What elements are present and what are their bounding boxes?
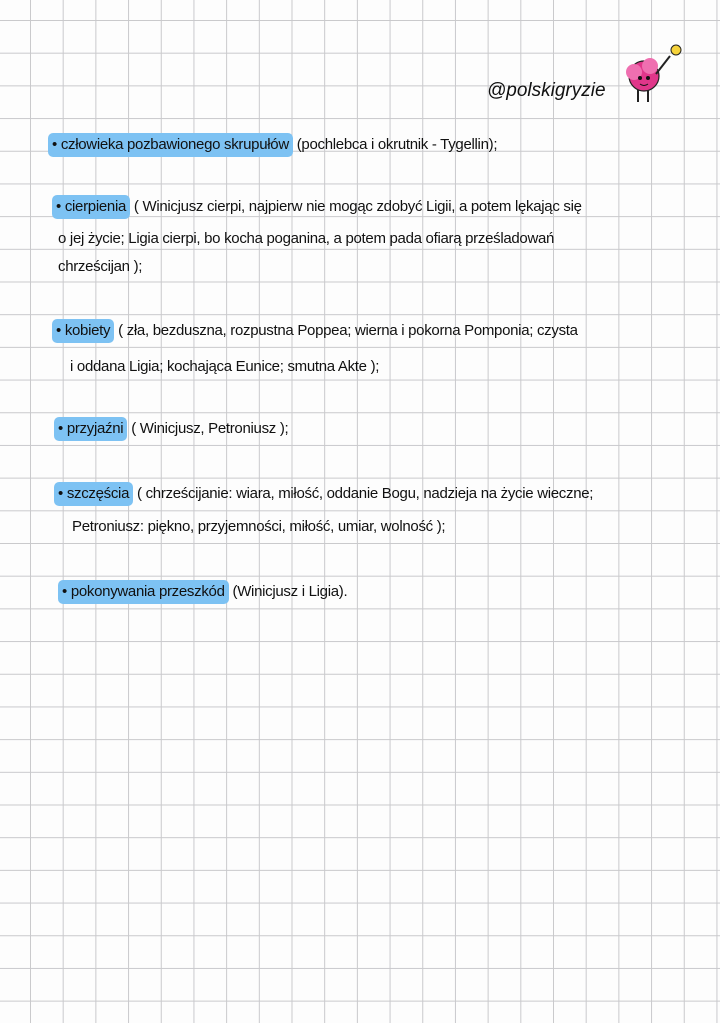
item-description: ( Winicjusz, Petroniusz ); bbox=[131, 420, 289, 437]
item-description: i oddana Ligia; kochająca Eunice; smutna Akte ); bbox=[70, 358, 380, 375]
item-description: chrześcijan ); bbox=[58, 258, 143, 275]
item-description: (pochlebca i okrutnik - Tygellin); bbox=[296, 136, 498, 153]
highlighted-term: • kobiety bbox=[52, 319, 114, 343]
list-item bbox=[48, 136, 497, 153]
item-description: ( zła, bezduszna, rozpustna Poppea; wierna i pokorna Pomponia; czysta bbox=[118, 322, 578, 339]
item-description: ( Winicjusz cierpi, najpierw nie mogąc zdobyć Ligii, a potem lękając się bbox=[133, 198, 582, 215]
highlighted-term: • człowieka pozbawionego skrupułów bbox=[48, 133, 293, 157]
item-description: o jej życie; Ligia cierpi, bo kocha poganina, a potem pada ofiarą prześladowań bbox=[58, 230, 555, 247]
list-item bbox=[52, 322, 578, 339]
highlighted-term: • cierpienia bbox=[52, 195, 130, 219]
item-description: ( chrześcijanie: wiara, miłość, oddanie Bogu, nadzieja na życie wieczne; bbox=[137, 485, 594, 502]
author-handle: @polskigryzie bbox=[487, 80, 606, 101]
item-description: (Winicjusz i Ligia). bbox=[232, 583, 348, 600]
highlighted-term: • szczęścia bbox=[54, 482, 133, 506]
highlighted-term: • przyjaźni bbox=[54, 417, 127, 441]
list-item bbox=[52, 198, 582, 215]
list-item bbox=[54, 485, 593, 502]
highlighted-term: • pokonywania przeszkód bbox=[58, 580, 229, 604]
list-item bbox=[54, 420, 288, 437]
list-item bbox=[58, 583, 347, 600]
brain-mascot-icon bbox=[620, 44, 690, 110]
item-description: Petroniusz: piękno, przyjemności, miłość, umiar, wolność ); bbox=[72, 518, 446, 535]
